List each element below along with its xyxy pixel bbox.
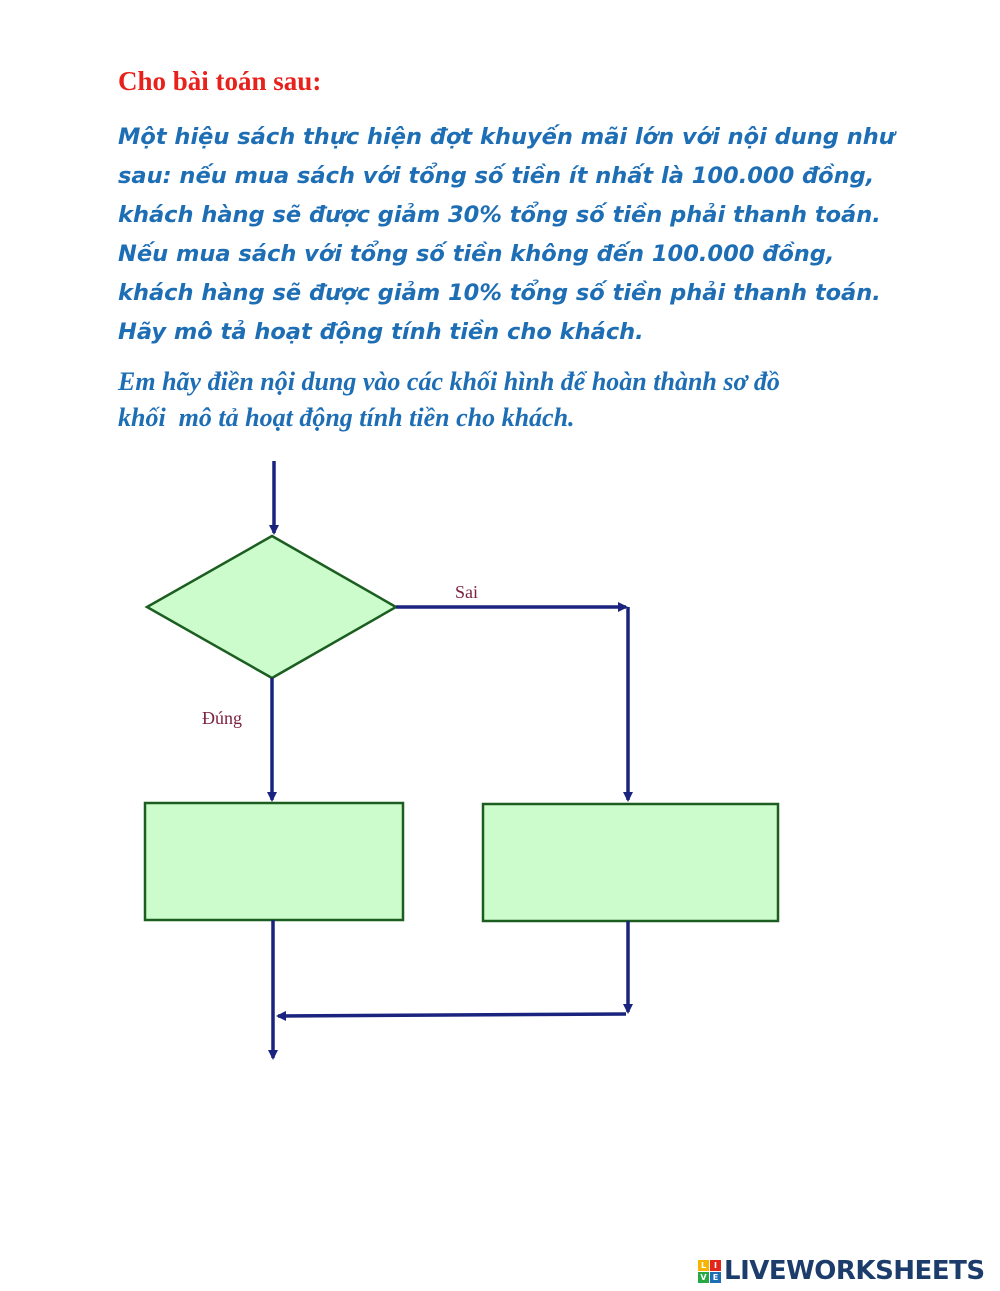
logo-letter: I [710, 1260, 721, 1271]
problem-line: sau: nếu mua sách với tổng số tiền ít nhất là 100.000 đồng, [118, 163, 875, 189]
logo-letter: L [698, 1260, 709, 1271]
logo-letter: E [710, 1272, 721, 1283]
problem-line: Một hiệu sách thực hiện đợt khuyến mãi lớn với nội dung như [118, 124, 895, 150]
heading: Cho bài toán sau: [118, 66, 322, 96]
brand-name: LIVEWORKSHEETS [724, 1256, 985, 1286]
logo-letter: V [698, 1272, 709, 1283]
decision-diamond[interactable] [147, 536, 396, 678]
instruction-line: Em hãy điền nội dung vào các khối hình để hoàn thành sơ đồ [118, 367, 780, 396]
problem-line: khách hàng sẽ được giảm 10% tổng số tiền phải thanh toán. [118, 280, 881, 306]
liveworksheets-logo-icon [698, 1260, 721, 1283]
problem-line: Nếu mua sách với tổng số tiền không đến 100.000 đồng, [118, 241, 835, 267]
problem-line: Hãy mô tả hoạt động tính tiền cho khách. [118, 319, 644, 345]
problem-line: khách hàng sẽ được giảm 30% tổng số tiền phải thanh toán. [118, 202, 881, 228]
merge-arrow-left [278, 1014, 626, 1016]
instruction-line: khối mô tả hoạt động tính tiền cho khách. [118, 403, 575, 432]
process-box-false[interactable] [483, 804, 778, 921]
true-label: Đúng [202, 708, 242, 728]
process-box-true[interactable] [145, 803, 403, 920]
false-label: Sai [455, 582, 479, 602]
brand-footer [698, 1255, 985, 1287]
